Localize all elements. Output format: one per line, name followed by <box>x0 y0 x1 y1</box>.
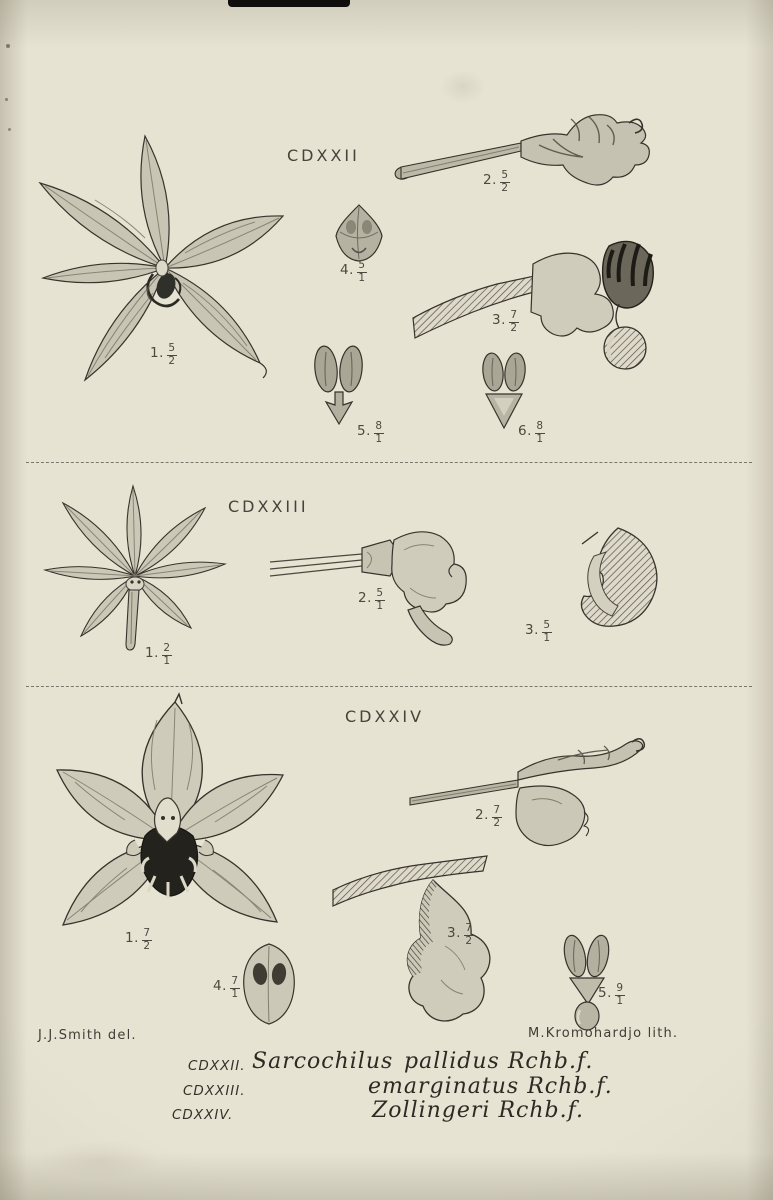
artist-credit: J.J.Smith del. <box>38 1028 137 1043</box>
figure-label <box>475 804 502 830</box>
paper-speck <box>6 44 10 48</box>
figure-number: 6. <box>518 423 532 439</box>
caption-number-cdxxii: CDXXII. <box>188 1058 246 1074</box>
figure-label <box>150 342 177 368</box>
figure-number: 1. <box>150 345 164 361</box>
scale-fraction: $\frac{7}{2}$ <box>143 927 151 953</box>
caption-species-cdxxiv: Zollingeri Rchb.f. <box>372 1098 584 1123</box>
figure-label <box>518 420 545 446</box>
scale-fraction: $\frac{7}{1}$ <box>231 975 239 1001</box>
pollinia-illustration-cdxxiv <box>548 928 626 1036</box>
figure-label <box>340 259 367 285</box>
scale-fraction: $\frac{7}{2}$ <box>493 804 501 830</box>
binding-shadow-mark <box>228 0 350 7</box>
section-divider <box>26 686 752 687</box>
figure-label <box>213 975 240 1001</box>
figure-number: 3. <box>492 312 506 328</box>
paper-speck <box>8 128 11 131</box>
caption-number-cdxxiv: CDXXIV. <box>172 1107 234 1123</box>
lip-side-illustration-cdxxiii <box>270 510 510 660</box>
scale-fraction: $\frac{2}{1}$ <box>163 642 171 668</box>
scale-fraction: $\frac{5}{1}$ <box>376 587 384 613</box>
figure-label <box>492 309 519 335</box>
lip-section-illustration-cdxxiii <box>548 518 673 663</box>
flower-front-illustration-cdxxiii <box>33 478 238 678</box>
paper-speck <box>5 98 8 101</box>
lithographer-credit: M.Kromohardjo lith. <box>528 1026 679 1041</box>
paper-stain <box>40 1140 160 1180</box>
column-side-illustration-cdxxii <box>393 105 663 210</box>
scale-fraction: $\frac{5}{2}$ <box>168 342 176 368</box>
scale-fraction: $\frac{7}{2}$ <box>465 922 473 948</box>
figure-number: 3. <box>525 622 539 638</box>
figure-number: 1. <box>125 930 139 946</box>
figure-number: 5. <box>357 423 371 439</box>
scale-fraction: $\frac{8}{1}$ <box>375 420 383 446</box>
caption-genus: Sarcochilus <box>252 1049 394 1074</box>
plate-number-cdxxiv: CDXXIV <box>345 707 425 726</box>
plate-number-cdxxii: CDXXII <box>287 146 360 165</box>
figure-label <box>357 420 384 446</box>
flower-front-illustration-cdxxiv <box>15 690 315 975</box>
figure-label <box>483 169 510 195</box>
scale-fraction: $\frac{5}{1}$ <box>358 259 366 285</box>
figure-label <box>145 642 172 668</box>
figure-number: 5. <box>598 985 612 1001</box>
section-divider <box>26 462 752 463</box>
figure-label <box>125 927 152 953</box>
caption-number-cdxxiii: CDXXIII. <box>183 1083 246 1099</box>
scale-fraction: $\frac{9}{1}$ <box>616 982 624 1008</box>
figure-number: 2. <box>358 590 372 606</box>
figure-number: 4. <box>340 262 354 278</box>
figure-label <box>525 619 552 645</box>
figure-number: 3. <box>447 925 461 941</box>
column-side-illustration-cdxxiv <box>408 720 648 865</box>
scale-fraction: $\frac{5}{2}$ <box>501 169 509 195</box>
figure-number: 2. <box>475 807 489 823</box>
figure-number: 1. <box>145 645 159 661</box>
caption-species-cdxxii: pallidus Rchb.f. <box>404 1049 594 1074</box>
figure-label <box>447 922 474 948</box>
paper-stain <box>440 70 486 104</box>
caption-species-cdxxiii: emarginatus Rchb.f. <box>368 1074 613 1099</box>
scale-fraction: $\frac{7}{2}$ <box>510 309 518 335</box>
figure-number: 4. <box>213 978 227 994</box>
figure-label <box>358 587 385 613</box>
bud-illustration-cdxxii <box>330 202 388 264</box>
lip-section-illustration-cdxxiv <box>333 850 533 1030</box>
figure-label <box>598 982 625 1008</box>
figure-number: 2. <box>483 172 497 188</box>
scale-fraction: $\frac{8}{1}$ <box>536 420 544 446</box>
plate-number-cdxxiii: CDXXIII <box>228 497 309 516</box>
scale-fraction: $\frac{5}{1}$ <box>543 619 551 645</box>
petal-illustration-cdxxiv <box>230 940 308 1028</box>
